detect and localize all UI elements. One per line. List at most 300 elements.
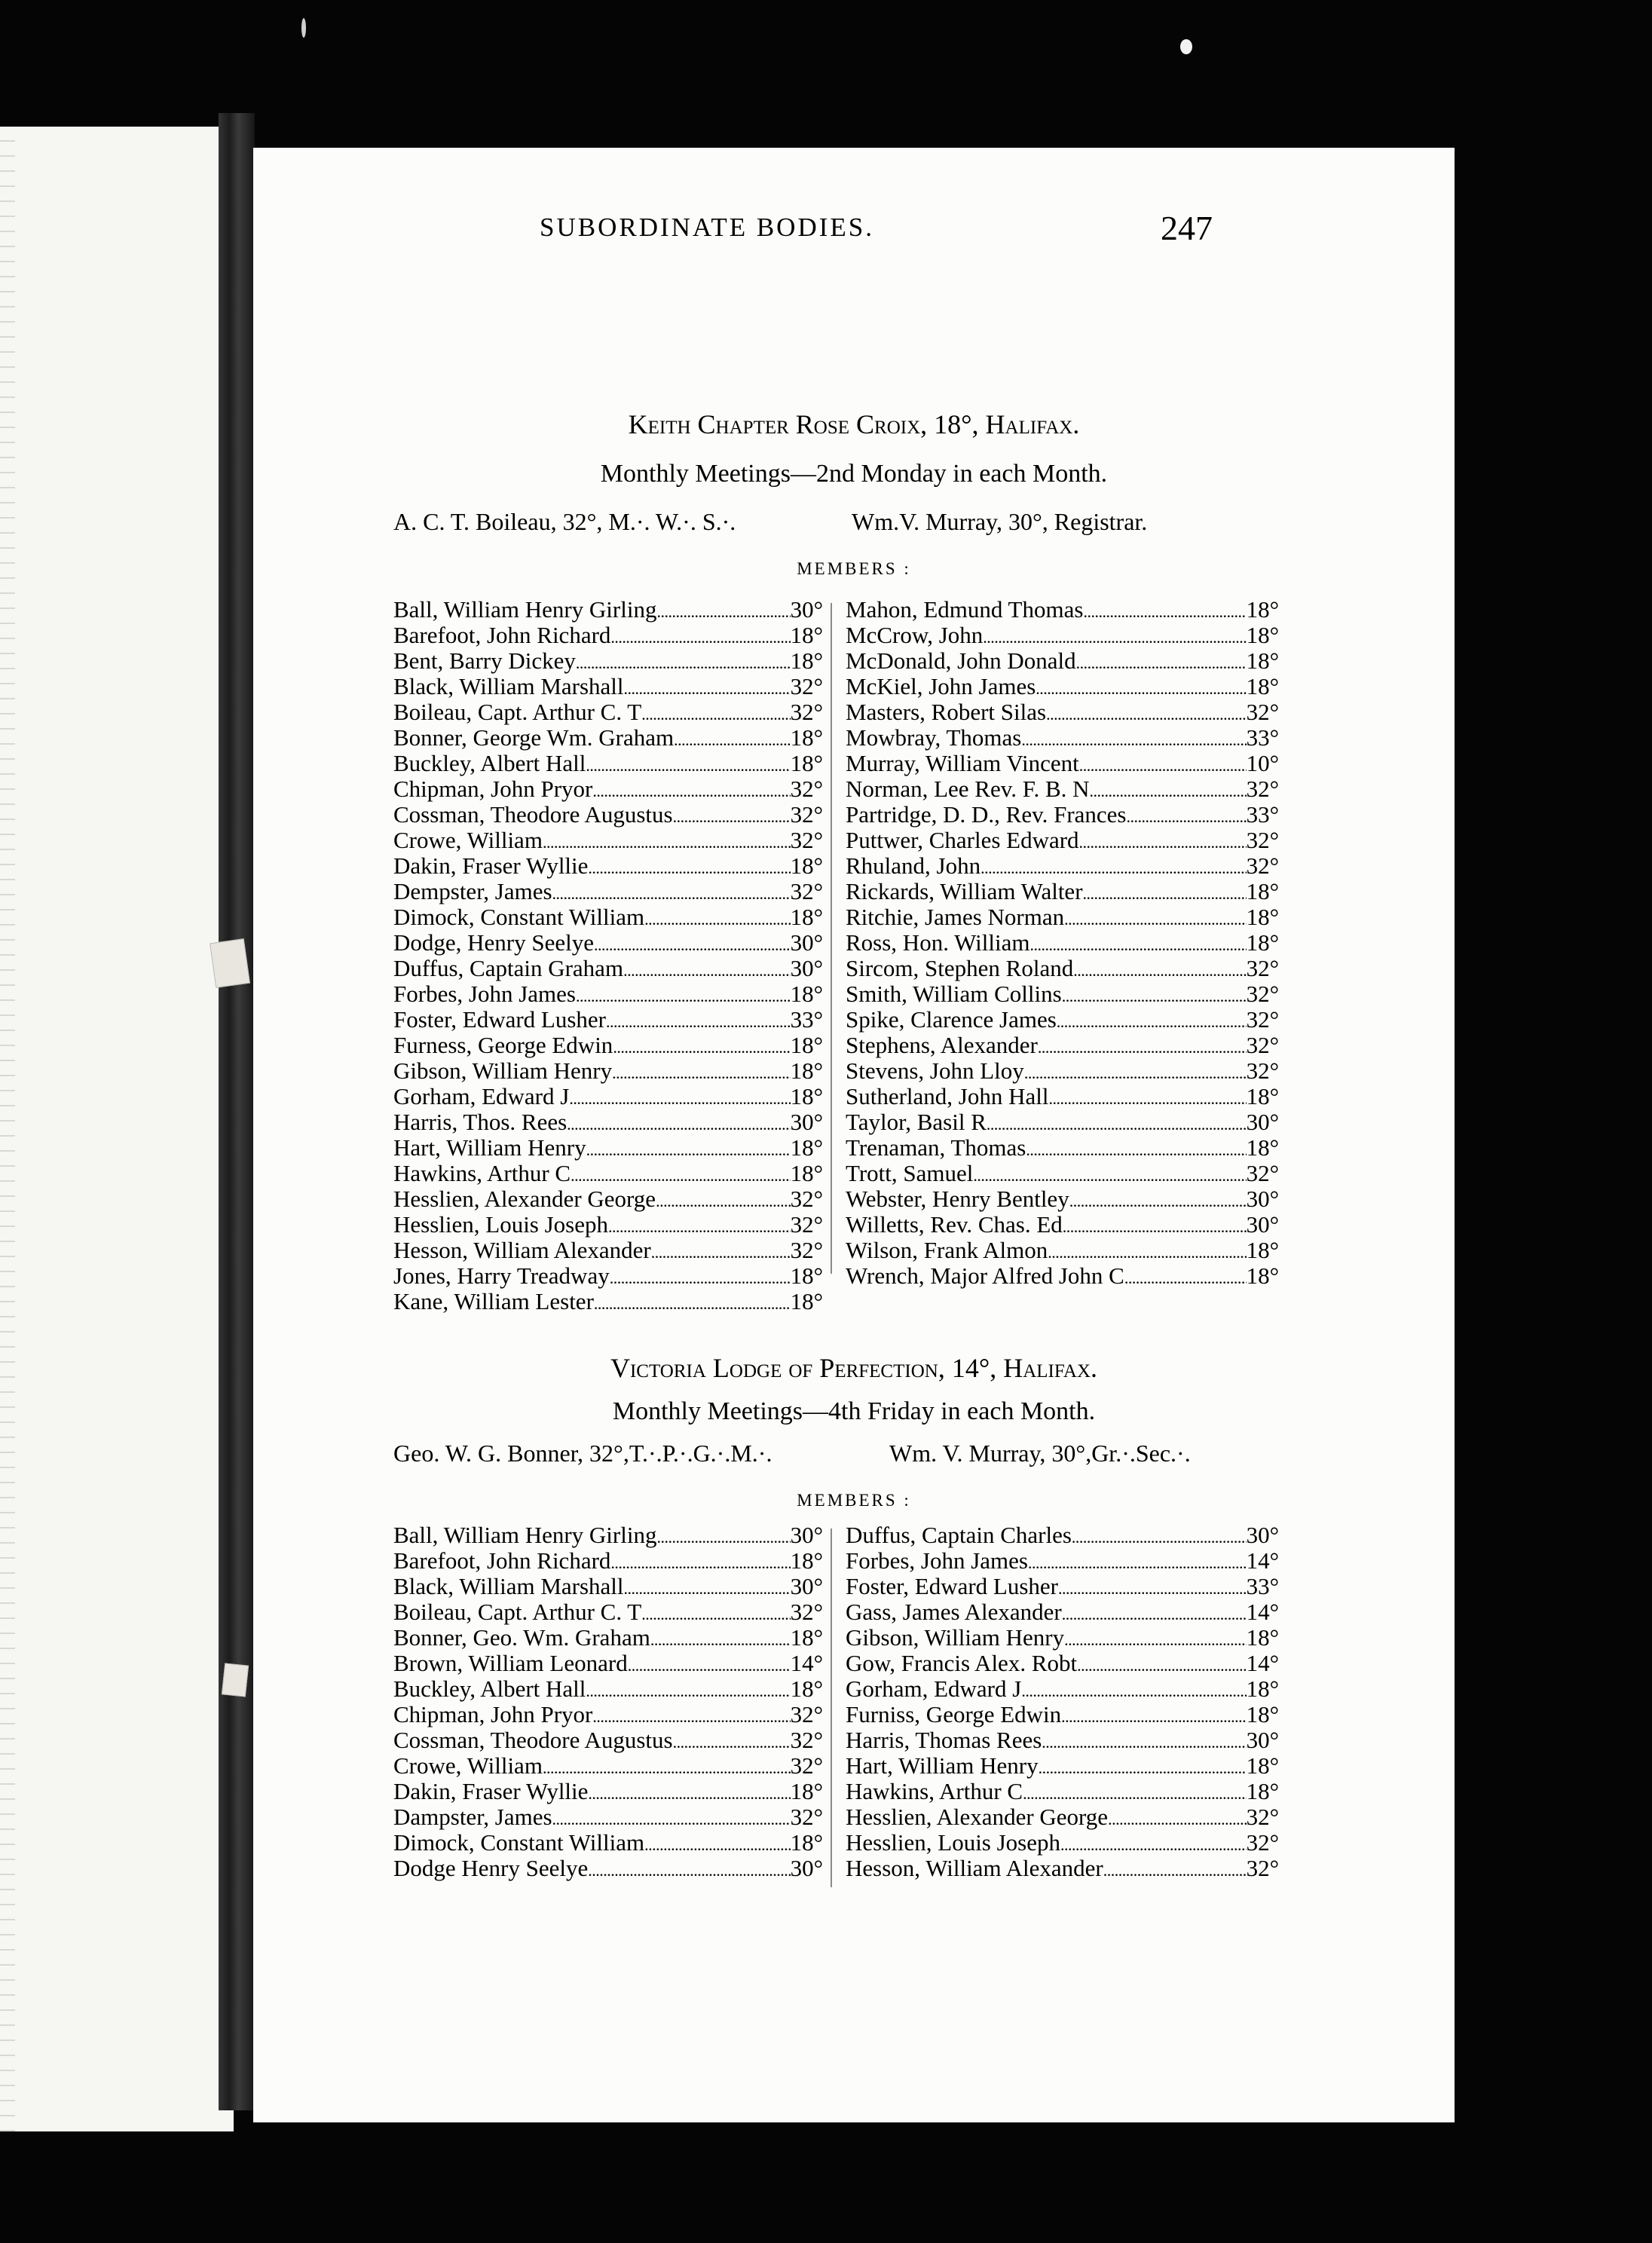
member-name: Rickards, William Walter <box>846 878 1083 904</box>
member-degree: 30° <box>790 955 823 981</box>
dot-leader <box>973 1161 1246 1189</box>
member-entry <box>393 1574 823 1599</box>
dot-leader <box>1076 648 1247 676</box>
member-name: Harris, Thos. Rees <box>393 1109 567 1135</box>
member-degree: 18° <box>790 1083 823 1109</box>
member-name: Gibson, William Henry <box>846 1624 1065 1651</box>
member-name: Wrench, Major Alfred John C <box>846 1262 1124 1289</box>
member-degree: 18° <box>790 647 823 674</box>
member-name: Duffus, Captain Graham <box>393 955 624 981</box>
member-name: Gorham, Edward J <box>846 1675 1022 1702</box>
member-name: Hart, William Henry <box>393 1134 586 1161</box>
dot-leader <box>1124 1263 1247 1291</box>
member-degree: 30° <box>1246 1211 1279 1238</box>
member-degree: 33° <box>1246 1573 1279 1599</box>
dot-leader <box>592 1702 790 1730</box>
member-entry <box>393 699 823 725</box>
member-name: McDonald, John Donald <box>846 647 1076 674</box>
member-entry <box>393 1753 823 1779</box>
member-name: Willetts, Rev. Chas. Ed <box>846 1211 1063 1238</box>
member-entry <box>846 1830 1279 1856</box>
member-entry <box>393 1084 823 1109</box>
dot-leader <box>594 1289 791 1317</box>
dot-leader <box>569 1084 790 1112</box>
member-entry <box>846 1033 1279 1058</box>
dot-leader <box>656 1186 791 1214</box>
members-label: MEMBERS : <box>797 1491 911 1510</box>
member-degree: 32° <box>1246 981 1279 1007</box>
member-entry <box>393 1135 823 1161</box>
member-name: Hesson, William Alexander <box>393 1237 651 1263</box>
member-entry <box>393 802 823 828</box>
member-degree: 32° <box>790 1186 823 1212</box>
member-name: Gass, James Alexander <box>846 1599 1062 1625</box>
dot-leader <box>623 956 791 984</box>
member-name: Hesslien, Louis Joseph <box>846 1829 1061 1856</box>
dot-leader <box>1079 751 1247 779</box>
dot-leader <box>1029 930 1246 958</box>
member-degree: 18° <box>790 1057 823 1084</box>
dot-leader <box>588 1779 790 1807</box>
member-name: Bonner, Geo. Wm. Graham <box>393 1624 650 1651</box>
member-degree: 18° <box>790 1160 823 1186</box>
member-degree: 32° <box>790 1211 823 1238</box>
member-entry <box>846 776 1279 802</box>
member-name: Barefoot, John Richard <box>393 1547 611 1574</box>
member-degree: 32° <box>790 1752 823 1779</box>
member-degree: 32° <box>790 878 823 904</box>
member-degree: 18° <box>1246 1752 1279 1779</box>
dot-leader <box>543 828 791 855</box>
member-entry <box>393 1702 823 1727</box>
member-degree: 30° <box>1246 1109 1279 1135</box>
member-degree: 32° <box>790 1804 823 1830</box>
member-degree: 30° <box>790 1573 823 1599</box>
member-entry <box>846 1548 1279 1574</box>
member-entry <box>393 623 823 648</box>
member-degree: 32° <box>1246 699 1279 725</box>
member-degree: 32° <box>790 1727 823 1753</box>
member-degree: 33° <box>1246 801 1279 828</box>
member-degree: 18° <box>790 1547 823 1574</box>
member-degree: 18° <box>1246 878 1279 904</box>
member-name: Norman, Lee Rev. F. B. N <box>846 776 1090 802</box>
member-entry <box>846 1058 1279 1084</box>
member-degree: 32° <box>1246 1855 1279 1881</box>
member-degree: 32° <box>1246 1006 1279 1033</box>
dot-leader <box>586 751 790 779</box>
member-column-left <box>393 597 823 1314</box>
member-name: Bonner, George Wm. Graham <box>393 724 675 751</box>
member-entry <box>393 904 823 930</box>
member-name: McKiel, John James <box>846 673 1036 699</box>
member-entry <box>393 1033 823 1058</box>
member-name: Boileau, Capt. Arthur C. T <box>393 1599 642 1625</box>
member-entry <box>393 879 823 904</box>
member-entry <box>393 725 823 751</box>
binding-ribbon-upper <box>210 938 250 988</box>
member-name: Ritchie, James Norman <box>846 904 1065 930</box>
dot-leader <box>987 1109 1247 1137</box>
member-degree: 32° <box>1246 1160 1279 1186</box>
member-entry <box>393 1109 823 1135</box>
member-degree: 32° <box>790 827 823 853</box>
dot-leader <box>1046 699 1247 727</box>
member-degree: 32° <box>790 673 823 699</box>
member-degree: 18° <box>790 1624 823 1651</box>
member-degree: 18° <box>1246 904 1279 930</box>
member-degree: 18° <box>790 1134 823 1161</box>
member-degree: 18° <box>790 1262 823 1289</box>
member-name: Gow, Francis Alex. Robt <box>846 1650 1078 1676</box>
member-degree: 30° <box>790 1109 823 1135</box>
member-entry <box>846 725 1279 751</box>
dot-leader <box>1036 674 1246 702</box>
member-degree: 18° <box>790 622 823 648</box>
dot-leader <box>624 1574 791 1602</box>
member-name: Partridge, D. D., Rev. Frances <box>846 801 1127 828</box>
member-degree: 18° <box>790 1675 823 1702</box>
member-entry <box>393 1186 823 1212</box>
member-degree: 18° <box>790 1288 823 1314</box>
member-degree: 32° <box>790 1701 823 1727</box>
member-name: Foster, Edward Lusher <box>846 1573 1058 1599</box>
member-name: Cossman, Theodore Augustus <box>393 1727 673 1753</box>
member-entry <box>393 930 823 956</box>
member-name: Forbes, John James <box>846 1547 1028 1574</box>
member-entry <box>846 981 1279 1007</box>
member-name: Smith, William Collins <box>846 981 1062 1007</box>
member-entry <box>393 1212 823 1238</box>
dot-leader <box>606 1007 791 1035</box>
dot-leader <box>1069 1186 1247 1214</box>
dot-leader <box>980 853 1246 881</box>
member-entry <box>846 904 1279 930</box>
member-degree: 18° <box>790 750 823 776</box>
member-entry <box>846 648 1279 674</box>
dot-leader <box>1021 725 1246 753</box>
member-degree: 18° <box>790 904 823 930</box>
member-entry <box>393 1238 823 1263</box>
member-name: Gorham, Edward J <box>393 1083 570 1109</box>
member-degree: 18° <box>1246 1624 1279 1651</box>
dot-leader <box>1103 1856 1247 1883</box>
member-name: Dampster, James <box>393 1804 552 1830</box>
member-entry <box>393 1263 823 1289</box>
dot-leader <box>1061 1702 1246 1730</box>
member-entry <box>846 1856 1279 1881</box>
member-degree: 18° <box>790 852 823 879</box>
member-degree: 32° <box>1246 1804 1279 1830</box>
dot-leader <box>1083 879 1247 907</box>
member-name: Dakin, Fraser Wyllie <box>393 1778 589 1804</box>
dot-leader <box>1057 1007 1247 1035</box>
dot-leader <box>610 623 790 650</box>
member-name: Furness, George Edwin <box>393 1032 613 1058</box>
dot-leader <box>674 725 791 753</box>
member-entry <box>846 802 1279 828</box>
dot-leader <box>586 1135 791 1163</box>
dot-leader <box>1126 802 1246 830</box>
member-name: Barefoot, John Richard <box>393 622 611 648</box>
member-degree: 18° <box>1246 673 1279 699</box>
meeting-schedule: Monthly Meetings—4th Friday in each Month. <box>612 1397 1096 1425</box>
dot-leader <box>1073 956 1246 984</box>
member-name: Mahon, Edmund Thomas <box>846 596 1084 623</box>
member-degree: 18° <box>1246 1778 1279 1804</box>
member-degree: 30° <box>1246 1522 1279 1548</box>
dot-leader <box>1021 1676 1246 1704</box>
member-entry <box>846 1727 1279 1753</box>
dot-leader <box>1062 1599 1247 1627</box>
member-degree: 18° <box>1246 1134 1279 1161</box>
member-degree: 32° <box>790 699 823 725</box>
member-degree: 32° <box>790 776 823 802</box>
member-degree: 32° <box>1246 1057 1279 1084</box>
dot-leader <box>656 1522 790 1550</box>
member-entry <box>846 930 1279 956</box>
member-name: Hesslien, Louis Joseph <box>393 1211 609 1238</box>
page-number: 247 <box>1161 209 1213 247</box>
member-degree: 32° <box>1246 1829 1279 1856</box>
member-name: Stevens, John Lloy <box>846 1057 1024 1084</box>
column-divider <box>831 1528 832 1887</box>
dot-leader <box>586 1676 790 1704</box>
member-degree: 18° <box>790 1829 823 1856</box>
member-name: Chipman, John Pryor <box>393 1701 593 1727</box>
member-entry <box>846 623 1279 648</box>
officer-left: A. C. T. Boileau, 32°, M.·. W.·. S.·. <box>393 508 736 535</box>
member-entry <box>393 1599 823 1625</box>
member-name: Masters, Robert Silas <box>846 699 1047 725</box>
dot-leader <box>651 1238 791 1265</box>
dot-leader <box>1024 1058 1247 1086</box>
member-name: Spike, Clarence James <box>846 1006 1057 1033</box>
member-name: Ross, Hon. William <box>846 929 1030 956</box>
section-title: Victoria Lodge of Perfection, 14°, Halifax. <box>610 1353 1098 1383</box>
member-entry <box>846 1084 1279 1109</box>
dot-leader <box>1064 904 1246 932</box>
member-degree: 18° <box>1246 929 1279 956</box>
dot-leader <box>576 981 791 1009</box>
dot-leader <box>1064 1625 1247 1653</box>
member-entry <box>393 1007 823 1033</box>
member-entry <box>846 1651 1279 1676</box>
member-name: Dakin, Fraser Wyllie <box>393 852 589 879</box>
dot-leader <box>588 853 790 881</box>
member-name: Hart, William Henry <box>846 1752 1039 1779</box>
member-name: Brown, William Leonard <box>393 1650 628 1676</box>
member-degree: 10° <box>1246 750 1279 776</box>
member-entry <box>846 597 1279 623</box>
member-degree: 18° <box>1246 1675 1279 1702</box>
dot-leader <box>610 1548 790 1576</box>
member-name: Cossman, Theodore Augustus <box>393 801 673 828</box>
dot-leader <box>576 648 791 676</box>
member-entry <box>846 1007 1279 1033</box>
member-name: Gibson, William Henry <box>393 1057 613 1084</box>
dot-leader <box>1039 1753 1247 1781</box>
member-entry <box>846 1238 1279 1263</box>
member-entry <box>846 1625 1279 1651</box>
member-degree: 18° <box>1246 1262 1279 1289</box>
dot-leader <box>1028 1548 1247 1576</box>
dot-leader <box>650 1625 791 1653</box>
member-entry <box>846 699 1279 725</box>
member-degree: 18° <box>790 724 823 751</box>
member-name: Black, William Marshall <box>393 673 624 699</box>
dot-leader <box>1062 981 1247 1009</box>
dot-leader <box>1083 597 1246 625</box>
member-degree: 18° <box>790 1032 823 1058</box>
member-entry <box>846 1135 1279 1161</box>
dot-leader <box>1077 1651 1246 1678</box>
members-label: MEMBERS : <box>797 559 911 578</box>
member-entry <box>393 956 823 981</box>
member-entry <box>846 1804 1279 1830</box>
member-degree: 14° <box>1246 1599 1279 1625</box>
member-name: Foster, Edward Lusher <box>393 1006 606 1033</box>
dot-leader <box>644 904 790 932</box>
member-entry <box>393 776 823 802</box>
member-degree: 14° <box>790 1650 823 1676</box>
member-entry <box>846 1263 1279 1289</box>
member-name: Sircom, Stephen Roland <box>846 955 1074 981</box>
dot-leader <box>1079 828 1247 855</box>
member-degree: 30° <box>790 596 823 623</box>
officer-left: Geo. W. G. Bonner, 32°,T.·.P.·.G.·.M.·. <box>393 1440 772 1467</box>
left-page-edge <box>0 127 15 2131</box>
member-degree: 18° <box>1246 1701 1279 1727</box>
member-name: Webster, Henry Bentley <box>846 1186 1069 1212</box>
binding-ribbon-lower <box>222 1663 249 1697</box>
member-name: Stephens, Alexander <box>846 1032 1038 1058</box>
dot-leader <box>644 1830 790 1858</box>
dot-leader <box>1048 1238 1246 1265</box>
dot-leader <box>624 674 791 702</box>
member-name: Murray, William Vincent <box>846 750 1079 776</box>
member-entry <box>393 981 823 1007</box>
dot-leader <box>612 1058 791 1086</box>
member-degree: 32° <box>1246 776 1279 802</box>
member-column-right <box>846 1522 1279 1881</box>
member-degree: 18° <box>1246 596 1279 623</box>
member-name: Dodge, Henry Seelye <box>393 929 594 956</box>
member-entry <box>846 956 1279 981</box>
dot-leader <box>1090 776 1247 804</box>
dot-leader <box>571 1161 791 1189</box>
member-entry <box>393 1651 823 1676</box>
member-entry <box>393 1625 823 1651</box>
member-degree: 32° <box>1246 955 1279 981</box>
member-degree: 14° <box>1246 1547 1279 1574</box>
member-degree: 30° <box>1246 1186 1279 1212</box>
member-degree: 18° <box>790 981 823 1007</box>
dot-leader <box>641 699 790 727</box>
member-entry <box>393 751 823 776</box>
member-name: Crowe, William <box>393 1752 543 1779</box>
dot-leader <box>1042 1727 1246 1755</box>
member-name: Wilson, Frank Almon <box>846 1237 1048 1263</box>
dot-leader <box>1023 1779 1247 1807</box>
member-degree: 30° <box>1246 1727 1279 1753</box>
member-name: Dimock, Constant William <box>393 904 645 930</box>
member-entry <box>393 648 823 674</box>
member-name: Black, William Marshall <box>393 1573 624 1599</box>
left-page <box>0 127 234 2131</box>
member-name: Ball, William Henry Girling <box>393 1522 657 1548</box>
member-entry <box>393 828 823 853</box>
member-name: Forbes, John James <box>393 981 576 1007</box>
member-entry <box>393 853 823 879</box>
member-name: Chipman, John Pryor <box>393 776 593 802</box>
member-entry <box>846 674 1279 699</box>
member-name: Hawkins, Arthur C <box>393 1160 571 1186</box>
member-name: Mowbray, Thomas <box>846 724 1022 751</box>
dot-leader <box>656 597 790 625</box>
book-gutter <box>219 113 255 2110</box>
member-entry <box>846 1753 1279 1779</box>
section-title: Keith Chapter Rose Croix, 18°, Halifax. <box>628 409 1080 439</box>
dot-leader <box>608 1212 791 1240</box>
member-entry <box>393 1289 823 1314</box>
member-degree: 32° <box>1246 827 1279 853</box>
dot-leader <box>673 1727 791 1755</box>
member-name: Puttwer, Charles Edward <box>846 827 1079 853</box>
dot-leader <box>543 1753 791 1781</box>
dot-leader <box>1063 1212 1247 1240</box>
dot-leader <box>1038 1033 1247 1060</box>
dot-leader <box>1058 1574 1247 1602</box>
dot-leader <box>1026 1135 1246 1163</box>
member-entry <box>393 1830 823 1856</box>
dot-leader <box>673 802 791 830</box>
member-name: Hawkins, Arthur C <box>846 1778 1023 1804</box>
member-entry <box>846 1599 1279 1625</box>
meeting-schedule: Monthly Meetings—2nd Monday in each Month. <box>600 460 1108 488</box>
member-entry <box>393 674 823 699</box>
dot-leader <box>594 930 791 958</box>
member-name: Dimock, Constant William <box>393 1829 645 1856</box>
member-name: Buckley, Albert Hall <box>393 750 586 776</box>
member-entry <box>846 853 1279 879</box>
member-name: Trott, Samuel <box>846 1160 974 1186</box>
member-name: Hesslien, Alexander George <box>393 1186 656 1212</box>
member-entry <box>846 1702 1279 1727</box>
member-entry <box>393 1058 823 1084</box>
member-entry <box>846 1212 1279 1238</box>
member-name: Jones, Harry Treadway <box>393 1262 610 1289</box>
member-entry <box>846 828 1279 853</box>
member-name: Trenaman, Thomas <box>846 1134 1026 1161</box>
member-degree: 30° <box>790 1522 823 1548</box>
member-name: Taylor, Basil R <box>846 1109 987 1135</box>
member-entry <box>846 879 1279 904</box>
member-entry <box>393 1161 823 1186</box>
member-degree: 14° <box>1246 1650 1279 1676</box>
dot-leader <box>628 1651 791 1678</box>
member-degree: 33° <box>790 1006 823 1033</box>
member-degree: 18° <box>790 1778 823 1804</box>
member-entry <box>846 1109 1279 1135</box>
member-degree: 32° <box>1246 852 1279 879</box>
dot-leader <box>1060 1830 1247 1858</box>
member-degree: 18° <box>1246 622 1279 648</box>
officer-right: Wm.V. Murray, 30°, Registrar. <box>852 508 1148 535</box>
member-entry <box>393 1779 823 1804</box>
member-name: Boileau, Capt. Arthur C. T <box>393 699 642 725</box>
member-entry <box>393 1548 823 1574</box>
